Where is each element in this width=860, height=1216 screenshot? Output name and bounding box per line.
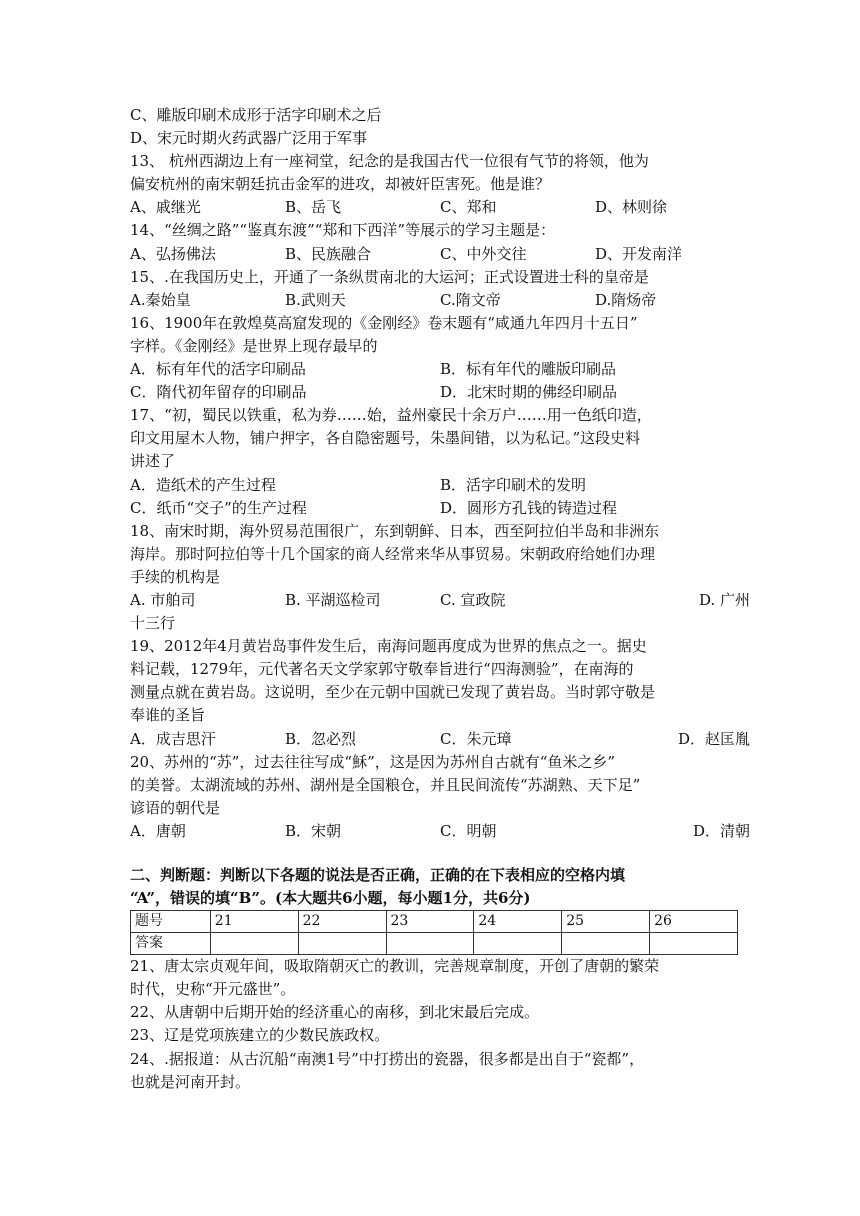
options-row [130, 289, 750, 312]
section-heading: “A”，错误的填“B”。(本大题共6小题，每小题1分，共6分) [130, 889, 531, 908]
answer-cell[interactable] [474, 933, 562, 955]
answer-cell[interactable] [650, 933, 738, 955]
option-d: D．圆形方孔钱的铸造过程 [440, 498, 618, 517]
question-19 [130, 635, 750, 750]
option-b: B、岳飞 [285, 198, 342, 217]
question-20 [130, 751, 750, 843]
question-stem: 的美誉。太湖流域的苏州、湖州是全国粮仓，并且民间流传“苏湖熟、天下足” [130, 775, 641, 794]
question-stem: 14、“丝绸之路”“鉴真东渡”“郑和下西洋”等展示的学习主题是： [130, 221, 556, 240]
option-a: A、弘扬佛法 [130, 244, 216, 263]
options-row [130, 728, 750, 751]
question-22 [130, 1001, 750, 1024]
answer-table [130, 910, 738, 955]
question-stem: 讲述了 [130, 452, 176, 471]
option-c: C.隋文帝 [440, 290, 501, 309]
options-row [130, 820, 750, 843]
question-stem: 测量点就在黄岩岛。这说明，至少在元朝中国就已发现了黄岩岛。当时郭守敬是 [130, 683, 656, 702]
answer-cell[interactable] [210, 933, 298, 955]
question-stem: 18、南宋时期，海外贸易范围很广，东到朝鲜、日本，西至阿拉伯半岛和非洲东 [130, 521, 660, 540]
section-true-false [130, 864, 750, 1094]
section-spacer [130, 843, 750, 864]
option-b: B、民族融合 [285, 244, 372, 263]
option-c: C．明朝 [440, 821, 497, 840]
question-stem: 也就是河南开封。 [130, 1072, 251, 1091]
question-stem: 谚语的朝代是 [130, 798, 221, 817]
option-a: A、戚继光 [130, 198, 201, 217]
table-cell: 答案 [131, 933, 211, 955]
question-stem: 印文用屋木人物，铺户押字，各自隐密题号，朱墨间错，以为私记。”这段史料 [130, 429, 641, 448]
question-stem: 21、唐太宗贞观年间，吸取隋朝灭亡的教训，完善规章制度，开创了唐朝的繁荣 [130, 957, 660, 976]
option-b: B．活字印刷术的发明 [440, 475, 587, 494]
option-b: B．宋朝 [285, 821, 342, 840]
question-15 [130, 266, 750, 312]
option-d: D.隋炀帝 [595, 290, 657, 309]
option-d: D、林则徐 [595, 198, 668, 217]
question-18 [130, 520, 750, 635]
option-b: B.武则天 [285, 290, 346, 309]
question-stem: 24、.据报道：从古沉船“南澳1号”中打捞出的瓷器，很多都是出自于“瓷都”， [130, 1049, 645, 1068]
option-a: A．成吉思汗 [130, 729, 216, 748]
options-row [130, 243, 750, 266]
question-17 [130, 404, 750, 519]
question-stem: 22、从唐朝中后期开始的经济重心的南移，到北宋最后完成。 [130, 1003, 540, 1022]
question-stem: 17、“初，蜀民以铁重，私为券……始，益州豪民十余万户……用一色纸印造， [130, 406, 652, 425]
table-row [131, 911, 738, 933]
options-row [130, 497, 750, 520]
options-row [130, 196, 750, 219]
table-cell: 22 [298, 911, 386, 933]
option-a: A．标有年代的活字印刷品 [130, 360, 306, 379]
option-d-continued: 十三行 [130, 614, 176, 633]
question-stem: 海岸。那时阿拉伯等十几个国家的商人经常来华从事贸易。宋朝政府给她们办理 [130, 544, 656, 563]
answer-cell[interactable] [298, 933, 386, 955]
option-b: B. 平湖巡检司 [285, 590, 381, 609]
question-stem: 手续的机构是 [130, 567, 221, 586]
options-row [130, 474, 750, 497]
question-stem: 13、 杭州西湖边上有一座祠堂，纪念的是我国古代一位很有气节的将领，他为 [130, 152, 649, 171]
option-d: D、开发南洋 [595, 244, 683, 263]
question-stem: 偏安杭州的南宋朝廷抗击金军的进攻，却被奸臣害死。他是谁？ [130, 175, 551, 194]
answer-cell[interactable] [386, 933, 474, 955]
question-stem: 16、1900年在敦煌莫高窟发现的《金刚经》卷末题有“咸通九年四月十五日” [130, 313, 638, 332]
table-cell: 25 [562, 911, 650, 933]
options-row [130, 381, 750, 404]
answer-cell[interactable] [562, 933, 650, 955]
options-row [130, 589, 750, 612]
question-24 [130, 1048, 750, 1094]
exam-page [130, 104, 750, 1094]
option-c: C．隋代初年留存的印刷品 [130, 383, 307, 402]
option-c: C．纸币“交子”的生产过程 [130, 498, 307, 517]
option-line: D、宋元时期火药武器广泛用于军事 [130, 129, 368, 148]
option-a: A．造纸术的产生过程 [130, 475, 276, 494]
table-cell: 24 [474, 911, 562, 933]
question-14 [130, 219, 750, 265]
table-cell: 26 [650, 911, 738, 933]
option-d: D．清朝 [692, 821, 750, 840]
option-a: A. 市舶司 [130, 590, 196, 609]
table-row [131, 933, 738, 955]
option-d: D．北宋时期的佛经印刷品 [440, 383, 618, 402]
question-stem: 15、.在我国历史上，开通了一条纵贯南北的大运河；正式设置进士科的皇帝是 [130, 267, 649, 286]
question-stem: 23、辽是党项族建立的少数民族政权。 [130, 1026, 390, 1045]
table-cell: 21 [210, 911, 298, 933]
question-stem: 奉谁的圣旨 [130, 706, 206, 725]
question-stem: 料记载，1279年，元代著名天文学家郭守敬奉旨进行“四海测验”，在南海的 [130, 660, 634, 679]
question-16 [130, 312, 750, 404]
question-stem: 时代，史称“开元盛世”。 [130, 980, 296, 999]
table-cell: 题号 [131, 911, 211, 933]
option-line: C、雕版印刷术成形于活字印刷术之后 [130, 106, 382, 124]
option-a: A.秦始皇 [130, 290, 191, 309]
section-heading: 二、判断题：判断以下各题的说法是否正确，正确的在下表相应的空格内填 [130, 866, 626, 884]
question-13 [130, 150, 750, 219]
question-stem: 字样。《金刚经》是世界上现存最早的 [130, 336, 378, 355]
option-b: B．忽必烈 [285, 729, 357, 748]
option-a: A．唐朝 [130, 821, 186, 840]
question-stem: 20、苏州的“苏”，过去往往写成“穌”，这是因为苏州自古就有“鱼米之乡” [130, 752, 616, 771]
options-row [130, 358, 750, 381]
question-21 [130, 955, 750, 1001]
option-c: C．朱元璋 [440, 729, 512, 748]
option-d: D. 广州 [698, 590, 750, 609]
option-b: B．标有年代的雕版印刷品 [440, 360, 617, 379]
question-stem: 19、2012年4月黄岩岛事件发生后，南海问题再度成为世界的焦点之一。据史 [130, 637, 647, 656]
option-c: C、郑和 [440, 198, 497, 217]
table-cell: 23 [386, 911, 474, 933]
option-d: D．赵匡胤 [677, 729, 750, 748]
question-23 [130, 1024, 750, 1047]
option-c: C、中外交往 [440, 244, 527, 263]
option-c: C. 宣政院 [440, 590, 506, 609]
